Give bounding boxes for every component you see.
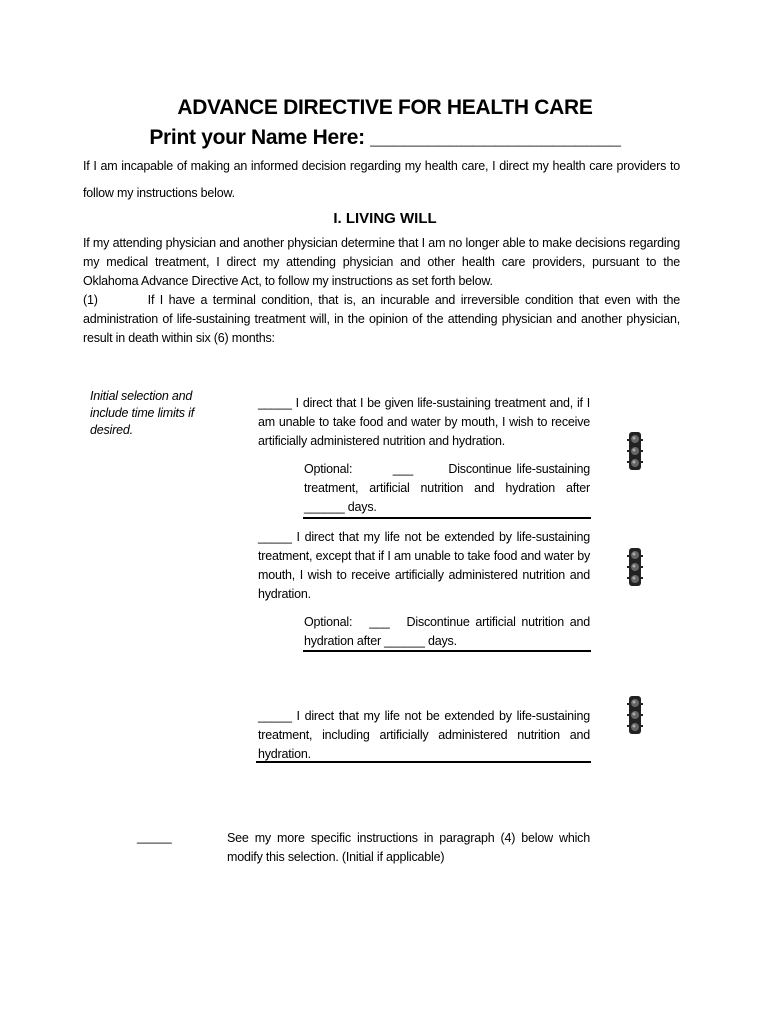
document-title: ADVANCE DIRECTIVE FOR HEALTH CARE — [177, 96, 593, 119]
specific-instructions-text: See my more specific instructions in paragraph (4) below which modify this selection. (Initial if applicable) — [227, 831, 590, 864]
option-b-text: _____ I direct that my life not be extended by life-sustaining treatment, except that if I am unable to take food and water by mouth, I wish to receive artificially administered nutrition and hydration. — [258, 530, 590, 601]
option-c-text: _____ I direct that my life not be extended by life-sustaining treatment, including artificially administered nutrition and hydration. — [258, 709, 590, 761]
divider-rule — [303, 650, 591, 652]
divider-rule — [303, 517, 591, 519]
option-a-optional: Optional: ___ Discontinue life-sustaining treatment, artificial nutrition and hydration after ______ days. — [304, 462, 590, 514]
living-will-paragraph: If my attending physician and another physician determine that I am no longer able to make decisions regarding my medical treatment, I direct my attending physician and other health care providers, pursuant to the Oklahoma Advance Directive Act, to follow my instructions as set forth below. — [83, 236, 680, 288]
sidebar-note: Initial selection and include time limits if desired. — [90, 389, 194, 437]
divider-rule — [256, 761, 591, 763]
option-b-optional: Optional: ___ Discontinue artificial nutrition and hydration after ______ days. — [304, 615, 590, 648]
name-line: Print your Name Here: ______________________ — [149, 126, 621, 149]
traffic-light-icon — [627, 432, 643, 470]
clause-1-paragraph: (1) If I have a terminal condition, that is, an incurable and irreversible condition that even with the administration of life-sustaining treatment will, in the opinion of the attending physician and another physician, result in death within six (6) months: — [83, 293, 680, 345]
option-a-text: _____ I direct that I be given life-sustaining treatment and, if I am unable to take food and water by mouth, I wish to receive artificially administered nutrition and hydration. — [258, 396, 590, 448]
section-heading: I. LIVING WILL — [333, 210, 437, 227]
initial-blank: _____ — [137, 830, 172, 844]
intro-paragraph: If I am incapable of making an informed decision regarding my health care, I direct my health care providers to follow my instructions below. — [83, 159, 680, 200]
traffic-light-icon — [627, 548, 643, 586]
traffic-light-icon — [627, 696, 643, 734]
